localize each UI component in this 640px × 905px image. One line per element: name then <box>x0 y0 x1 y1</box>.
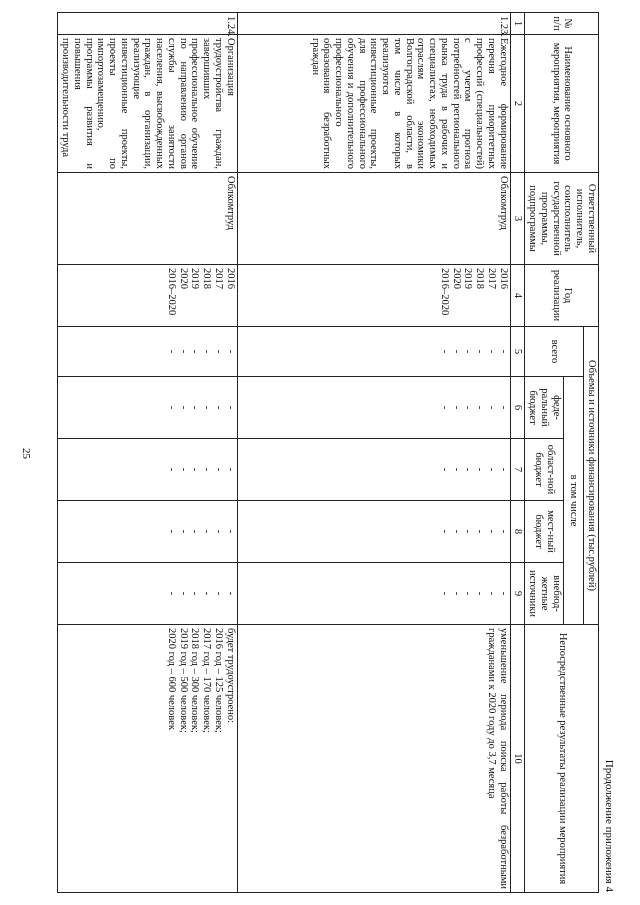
col-number: 1 <box>510 13 525 35</box>
total-value: - <box>462 349 474 354</box>
total-value: - <box>497 349 509 354</box>
local-value: - <box>213 529 224 534</box>
year-value: 2020 <box>450 268 462 289</box>
year-value: 2019 <box>189 268 201 289</box>
row-results <box>237 625 510 893</box>
local-value: - <box>177 529 189 534</box>
header-total: всего <box>525 327 584 377</box>
regional-value: - <box>166 467 177 472</box>
federal-value: - <box>497 405 509 410</box>
total-value: - <box>177 349 189 354</box>
local-value: - <box>189 529 201 534</box>
row-name: Организация трудоустройства граждан, завершивших профессиональное обучение по направлению органов службы занятости населения, высвобожденных граждан, в организации, реализующие инвестиционные проекты, проекты по импортозамещению, программы развития и повышения производительности труда <box>58 35 237 173</box>
local-value: - <box>201 529 213 534</box>
row-local <box>58 501 237 563</box>
extra-value: - <box>462 591 474 596</box>
federal-value: - <box>486 405 497 410</box>
extra-value: - <box>224 591 236 596</box>
federal-value: - <box>224 405 236 410</box>
table-row <box>237 13 510 893</box>
row-extra <box>58 563 237 625</box>
header-year: Год реализации <box>525 265 599 327</box>
header-num: № п/п <box>525 13 599 35</box>
col-number: 7 <box>510 439 525 501</box>
federal-value: - <box>213 405 224 410</box>
header-regional: област-ной бюджет <box>525 439 563 501</box>
row-extra <box>237 563 510 625</box>
col-number: 10 <box>510 625 525 893</box>
row-responsible: Облкомтруд <box>237 173 510 265</box>
year-value: 2017 <box>486 268 497 289</box>
appendix-note: Продолжение приложения 4 <box>603 759 615 892</box>
result-line: будет трудоустроено: <box>224 628 236 724</box>
col-number: 3 <box>510 173 525 265</box>
result-line: 2020 год – 600 человек <box>166 628 177 730</box>
total-value: - <box>213 349 224 354</box>
row-local <box>237 501 510 563</box>
federal-value: - <box>177 405 189 410</box>
extra-value: - <box>189 591 201 596</box>
regional-value: - <box>439 467 450 472</box>
result-line: 2017 год – 170 человек; <box>201 628 213 733</box>
federal-value: - <box>450 405 462 410</box>
row-num: 1.23. <box>237 13 510 35</box>
federal-value: - <box>189 405 201 410</box>
row-total <box>237 327 510 377</box>
header-funding: Объемы и источники финансирования (тыс.рублей) <box>584 327 599 625</box>
federal-value: - <box>166 405 177 410</box>
extra-value: - <box>450 591 462 596</box>
row-regional <box>58 439 237 501</box>
regional-value: - <box>201 467 213 472</box>
year-value: 2020 <box>177 268 189 289</box>
row-total <box>58 327 237 377</box>
row-years <box>237 265 510 327</box>
result-line: 2016 год – 125 человек; <box>213 628 224 733</box>
col-number: 2 <box>510 35 525 173</box>
result-line: уменьшение периода поиска работы безработными гражданами к 2020 году до 3,7 месяца <box>486 628 509 890</box>
header-responsible: Ответственный исполнитель, соисполнитель государственной программы, подпрограммы <box>525 173 599 265</box>
regional-value: - <box>486 467 497 472</box>
year-value: 2016–2020 <box>166 268 177 316</box>
total-value: - <box>189 349 201 354</box>
local-value: - <box>224 529 236 534</box>
header-extra: внебюд-жетные источники <box>525 563 563 625</box>
col-number: 8 <box>510 501 525 563</box>
total-value: - <box>486 349 497 354</box>
year-value: 2019 <box>462 268 474 289</box>
year-value: 2016 <box>224 268 236 289</box>
year-value: 2016 <box>497 268 509 289</box>
header-results: Непосредственные результаты реализации мероприятия <box>525 625 599 893</box>
page-number: 25 <box>20 448 32 459</box>
federal-value: - <box>474 405 486 410</box>
federal-value: - <box>462 405 474 410</box>
extra-value: - <box>474 591 486 596</box>
extra-value: - <box>486 591 497 596</box>
regional-value: - <box>462 467 474 472</box>
year-value: 2018 <box>201 268 213 289</box>
total-value: - <box>450 349 462 354</box>
table-row <box>58 13 237 893</box>
row-num: 1.24. <box>58 13 237 35</box>
row-federal <box>58 377 237 439</box>
col-number: 6 <box>510 377 525 439</box>
extra-value: - <box>497 591 509 596</box>
row-name: Ежегодное формирование перечня приоритетных профессий (специальностей) с учетом прогноза потребностей регионального рынка труда в рабочих и специалистах, необходимых отраслям экономики Волгоградской области, в том числе в которых реализуются инвестиционные проекты, для профессионального обучения и дополнительного профессионального образования безработных граждан <box>237 35 510 173</box>
row-years <box>58 265 237 327</box>
year-value: 2017 <box>213 268 224 289</box>
row-federal <box>237 377 510 439</box>
total-value: - <box>474 349 486 354</box>
total-value: - <box>439 349 450 354</box>
extra-value: - <box>166 591 177 596</box>
result-line: 2019 год – 500 человек; <box>177 628 189 733</box>
total-value: - <box>224 349 236 354</box>
regional-value: - <box>474 467 486 472</box>
regional-value: - <box>213 467 224 472</box>
extra-value: - <box>439 591 450 596</box>
year-value: 2018 <box>474 268 486 289</box>
local-value: - <box>486 529 497 534</box>
col-number: 9 <box>510 563 525 625</box>
rotated-page-content <box>60 12 615 892</box>
col-number: 5 <box>510 327 525 377</box>
local-value: - <box>474 529 486 534</box>
row-responsible: Облкомтруд <box>58 173 237 265</box>
extra-value: - <box>177 591 189 596</box>
federal-value: - <box>439 405 450 410</box>
header-federal: феде-ральный бюджет <box>525 377 563 439</box>
row-regional <box>237 439 510 501</box>
regional-value: - <box>450 467 462 472</box>
extra-value: - <box>213 591 224 596</box>
local-value: - <box>462 529 474 534</box>
year-value: 2016–2020 <box>439 268 450 316</box>
header-incl: в том числе <box>563 377 584 625</box>
activities-table <box>58 12 600 893</box>
regional-value: - <box>189 467 201 472</box>
col-number: 4 <box>510 265 525 327</box>
regional-value: - <box>497 467 509 472</box>
total-value: - <box>201 349 213 354</box>
local-value: - <box>497 529 509 534</box>
row-results <box>58 625 237 893</box>
local-value: - <box>166 529 177 534</box>
local-value: - <box>450 529 462 534</box>
result-line: 2018 год – 300 человек; <box>189 628 201 733</box>
regional-value: - <box>177 467 189 472</box>
regional-value: - <box>224 467 236 472</box>
header-local: мест-ный бюджет <box>525 501 563 563</box>
extra-value: - <box>201 591 213 596</box>
header-name: Наименование основного мероприятия, мероприятия <box>525 35 599 173</box>
federal-value: - <box>201 405 213 410</box>
local-value: - <box>439 529 450 534</box>
total-value: - <box>166 349 177 354</box>
